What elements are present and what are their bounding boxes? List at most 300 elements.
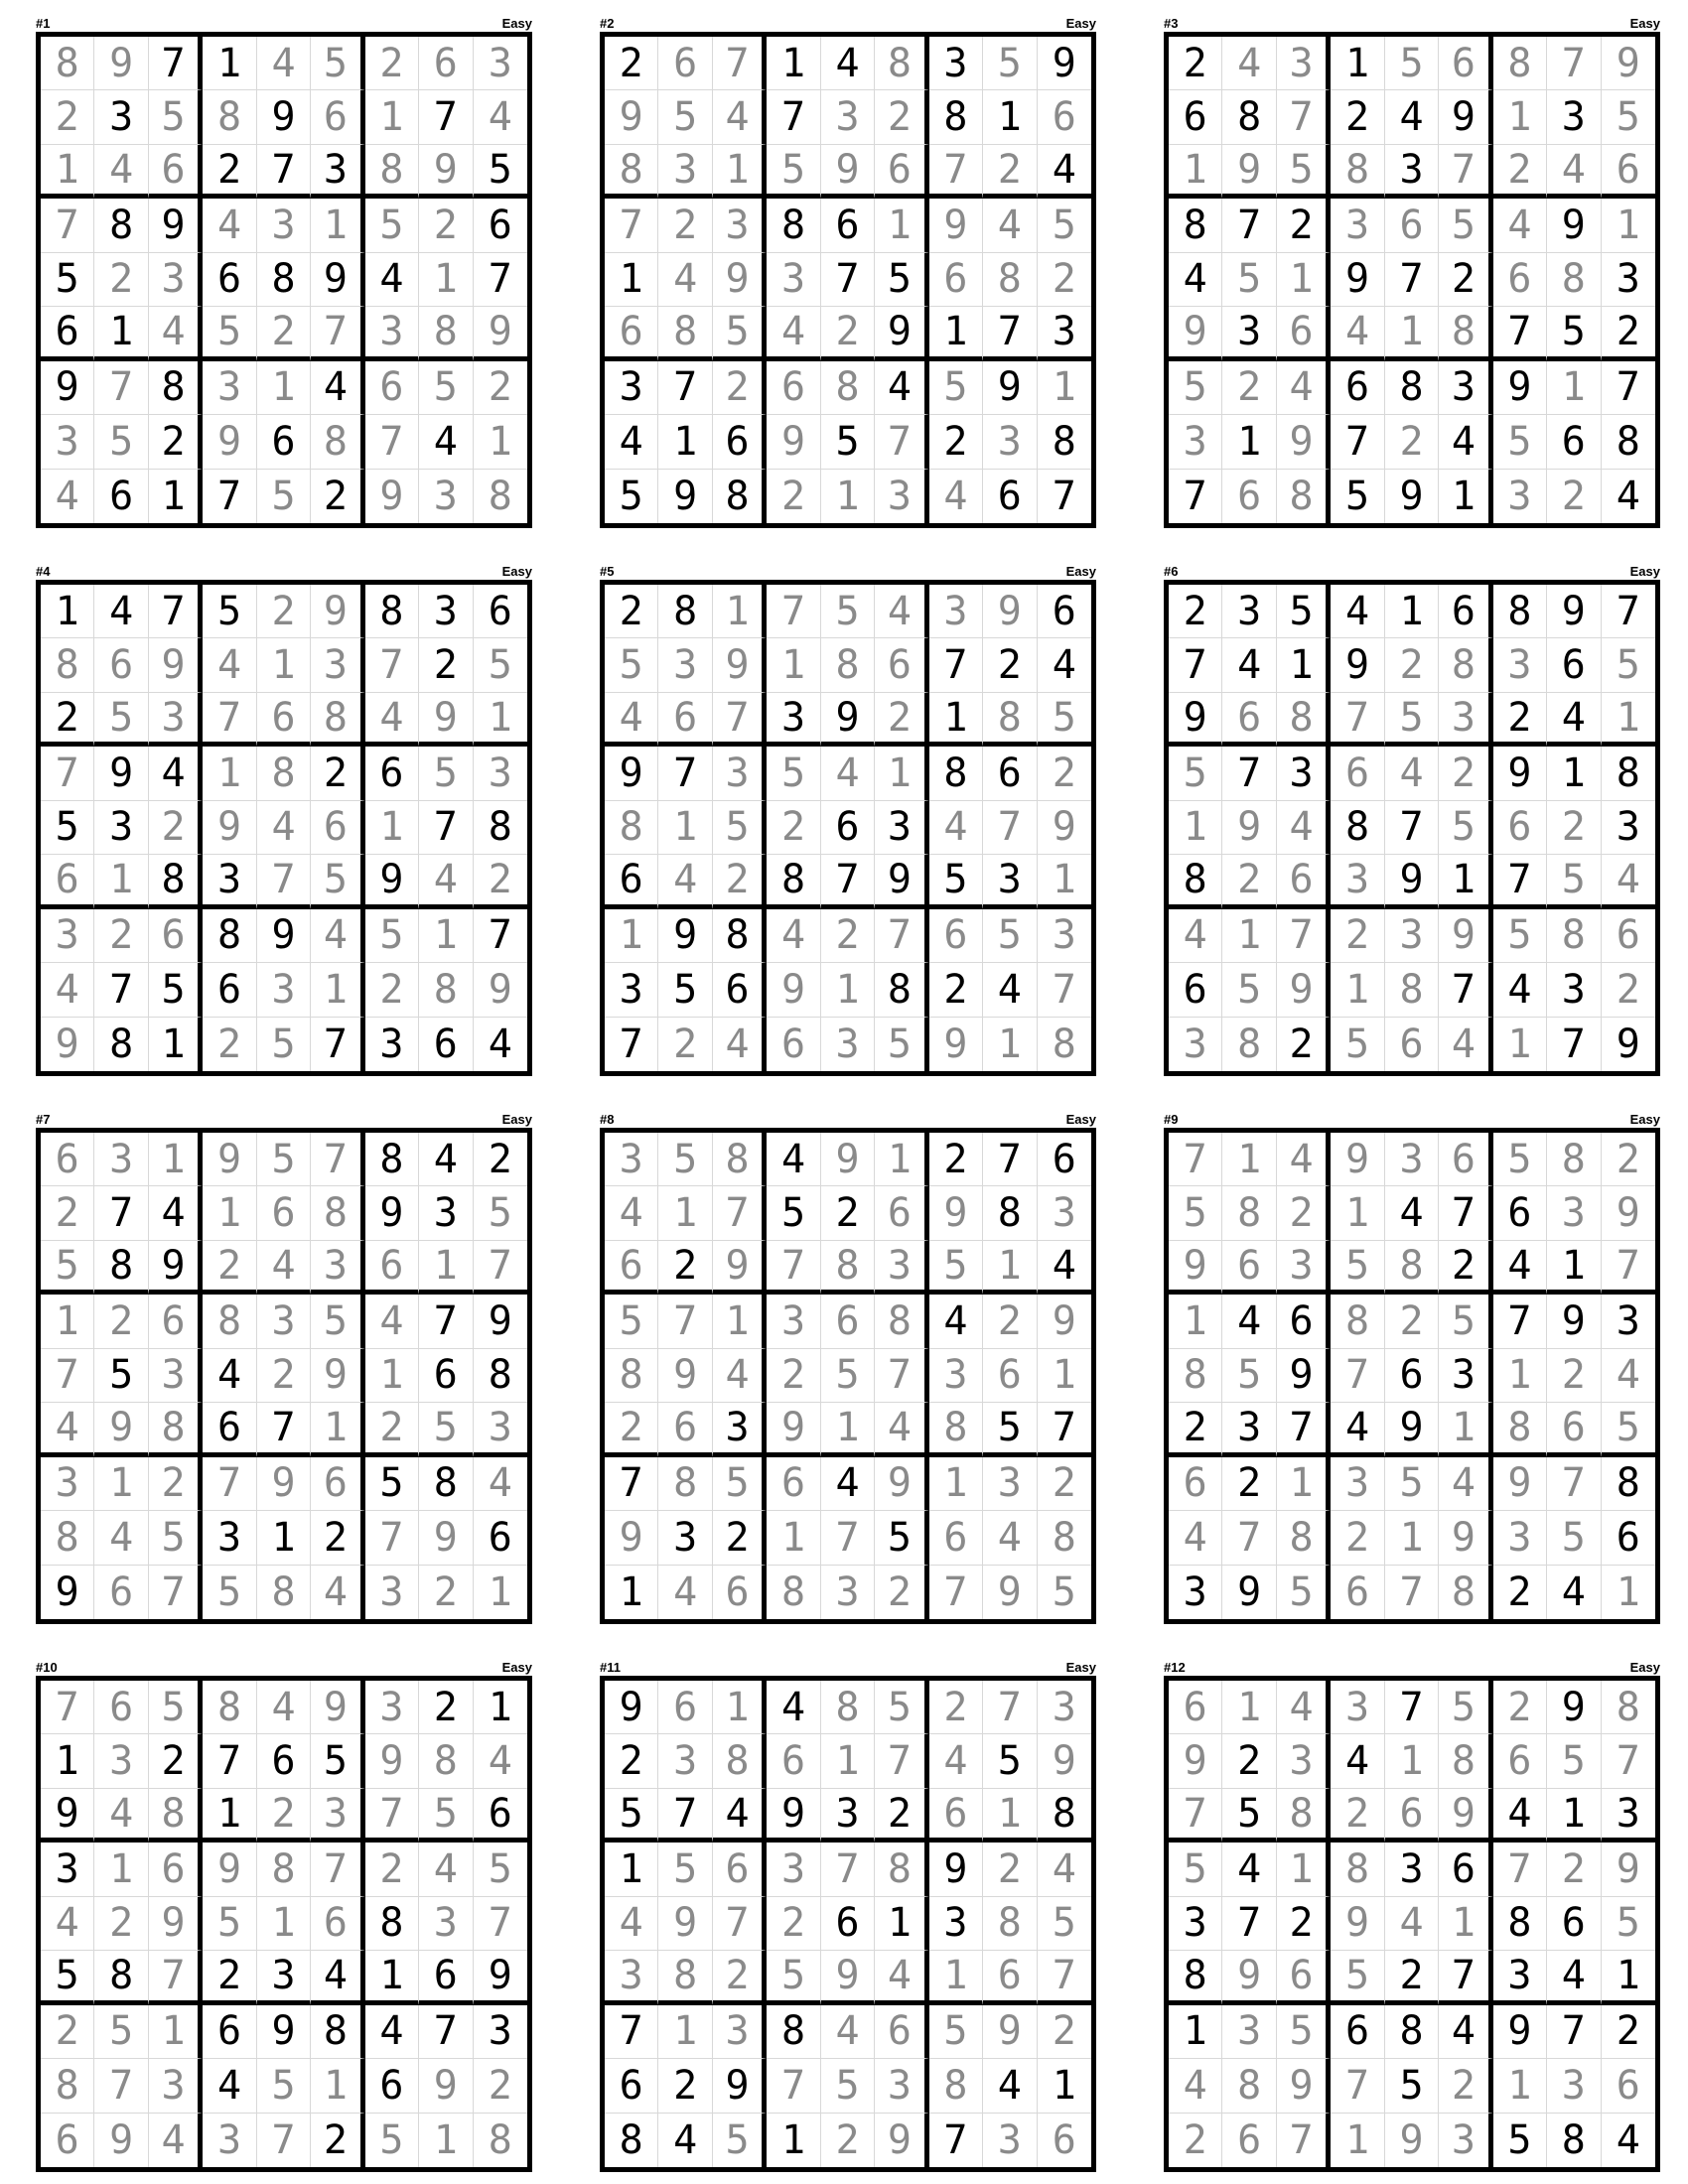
sudoku-cell: 8 [1331,145,1384,199]
sudoku-cell: 3 [203,855,256,908]
sudoku-cell: 9 [1038,1295,1091,1348]
sudoku-cell: 9 [983,585,1037,638]
sudoku-cell: 6 [821,1295,875,1348]
sudoku-cell: 3 [365,307,419,360]
sudoku-cell: 2 [474,2059,527,2113]
sudoku-cell: 1 [488,1569,512,1615]
sudoku-cell: 7 [94,361,148,415]
sudoku-cell: 7 [41,199,94,252]
sudoku-cell: 2 [875,1789,928,1843]
sudoku-cell: 6 [983,1951,1037,2004]
sudoku-cell: 8 [474,801,527,855]
sudoku-cell: 9 [41,1018,94,1071]
sudoku-cell: 2 [1385,638,1439,692]
sudoku-cell: 3 [1038,307,1091,360]
sudoku-cell: 8 [94,1241,148,1295]
sudoku-cell: 7 [929,638,983,692]
sudoku-cell: 2 [257,1349,311,1403]
sudoku-cell: 8 [875,963,928,1017]
sudoku-cell: 1 [419,909,473,963]
sudoku-cell: 6 [149,1843,203,1896]
sudoku-cell: 1 [658,2005,712,2059]
sudoku-cell: 2 [1169,37,1222,90]
sudoku-cell: 7 [1602,361,1655,415]
sudoku-cell: 1 [821,1403,875,1456]
sudoku-cell: 1 [41,1734,94,1788]
sudoku-cell: 9 [821,1133,875,1186]
sudoku-cell: 4 [1277,801,1331,855]
puzzle-header [1164,1660,1660,1676]
sudoku-cell: 5 [474,1843,527,1896]
sudoku-cell: 4 [41,470,94,523]
sudoku-cell: 7 [767,1241,820,1295]
sudoku-cell: 4 [94,145,148,199]
sudoku-cell: 8 [1385,963,1439,1017]
sudoku-cell: 3 [41,1843,94,1896]
sudoku-cell: 7 [1602,1241,1655,1295]
sudoku-cell: 2 [1385,1295,1439,1348]
sudoku-cell: 3 [1547,963,1601,1017]
sudoku-cell: 4 [1277,361,1331,415]
sudoku-cell: 8 [1222,1186,1276,1240]
sudoku-cell: 8 [1277,1511,1331,1565]
sudoku-cell: 2 [767,801,820,855]
sudoku-cell: 4 [365,253,419,307]
sudoku-cell: 2 [1439,2059,1492,2113]
sudoku-cell: 6 [713,963,767,1017]
sudoku-cell: 6 [929,1789,983,1843]
sudoku-cell: 9 [875,307,928,360]
sudoku-cell: 4 [474,1734,527,1788]
sudoku-cell: 7 [365,415,419,469]
sudoku-puzzle [1164,564,1660,1076]
sudoku-cell: 3 [419,1897,473,1951]
sudoku-cell: 6 [1602,2059,1655,2113]
sudoku-cell: 3 [1222,1403,1276,1456]
sudoku-grid [600,1676,1096,2172]
sudoku-cell: 6 [1222,693,1276,747]
sudoku-cell: 3 [1493,638,1547,692]
sudoku-cell: 4 [1038,1843,1091,1896]
sudoku-cell: 9 [1277,415,1331,469]
sudoku-cell: 6 [1222,470,1276,523]
sudoku-cell: 5 [1169,361,1222,415]
sudoku-cell: 9 [658,1897,712,1951]
sudoku-cell: 9 [983,2005,1037,2059]
sudoku-cell: 6 [149,909,203,963]
sudoku-cell: 7 [1439,1186,1492,1240]
sudoku-cell: 5 [1439,1295,1492,1348]
puzzle-header [600,16,1096,32]
sudoku-cell: 2 [365,1843,419,1896]
sudoku-cell: 9 [821,145,875,199]
puzzle-number: #12 [1164,1660,1186,1675]
sudoku-cell: 9 [1277,963,1331,1017]
sudoku-cell: 1 [767,638,820,692]
sudoku-cell: 6 [1038,90,1091,144]
sudoku-cell: 4 [365,2005,419,2059]
sudoku-cell: 1 [1385,307,1439,360]
sudoku-puzzle [36,16,532,528]
sudoku-cell: 5 [203,585,256,638]
sudoku-cell: 2 [605,1734,658,1788]
sudoku-cell: 6 [1493,801,1547,855]
sudoku-cell: 3 [929,585,983,638]
sudoku-cell: 6 [1277,1951,1331,2004]
sudoku-cell: 4 [365,1295,419,1348]
sudoku-cell: 2 [94,253,148,307]
sudoku-cell: 7 [311,307,364,360]
sudoku-cell: 2 [1038,2005,1091,2059]
sudoku-cell: 8 [1169,1349,1222,1403]
sudoku-cell: 2 [767,1897,820,1951]
sudoku-cell: 4 [983,963,1037,1017]
sudoku-cell: 8 [419,1734,473,1788]
sudoku-cell: 8 [929,1403,983,1456]
sudoku-cell: 7 [1493,307,1547,360]
sudoku-cell: 3 [1277,37,1331,90]
sudoku-cell: 1 [1547,747,1601,800]
sudoku-cell: 2 [1222,361,1276,415]
sudoku-cell: 1 [1331,1186,1384,1240]
sudoku-cell: 8 [365,1897,419,1951]
sudoku-grid [600,1128,1096,1624]
sudoku-cell: 4 [257,1681,311,1734]
puzzle-number: #7 [36,1112,51,1127]
puzzle-header [600,1112,1096,1128]
sudoku-cell: 1 [1385,585,1439,638]
sudoku-cell: 5 [1602,1403,1655,1456]
sudoku-cell: 7 [203,470,256,523]
sudoku-cell: 4 [1547,1951,1601,2004]
sudoku-cell: 7 [713,37,767,90]
sudoku-cell: 3 [1385,1843,1439,1896]
sudoku-cell: 9 [365,855,419,908]
sudoku-cell: 8 [713,1734,767,1788]
sudoku-cell: 5 [821,1349,875,1403]
sudoku-cell: 2 [1331,909,1384,963]
sudoku-cell: 7 [474,909,527,963]
sudoku-cell: 1 [767,2114,820,2167]
sudoku-cell: 1 [605,1843,658,1896]
sudoku-cell: 9 [474,1295,527,1348]
sudoku-cell: 8 [983,253,1037,307]
sudoku-cell: 6 [1038,1133,1091,1186]
sudoku-cell: 3 [983,855,1037,908]
sudoku-cell: 3 [821,90,875,144]
sudoku-cell: 9 [94,2114,148,2167]
sudoku-cell: 9 [1331,253,1384,307]
sudoku-cell: 5 [311,1295,364,1348]
sudoku-cell: 1 [203,37,256,90]
sudoku-cell: 8 [365,585,419,638]
sudoku-cell: 3 [875,1241,928,1295]
sudoku-cell: 9 [1547,199,1601,252]
sudoku-cell: 4 [767,307,820,360]
sudoku-cell: 9 [1385,855,1439,908]
sudoku-cell: 5 [821,415,875,469]
sudoku-cell: 9 [821,693,875,747]
sudoku-cell: 3 [1602,1789,1655,1843]
sudoku-cell: 4 [929,1734,983,1788]
sudoku-cell: 3 [1439,1349,1492,1403]
sudoku-puzzle [1164,1660,1660,2172]
sudoku-cell: 7 [767,2059,820,2113]
sudoku-cell: 9 [474,963,527,1017]
sudoku-cell: 8 [1222,2059,1276,2113]
sudoku-cell: 9 [1331,1897,1384,1951]
sudoku-cell: 1 [1493,2059,1547,2113]
sudoku-cell: 2 [713,361,767,415]
sudoku-cell: 1 [1038,1349,1091,1403]
sudoku-grid [600,32,1096,528]
sudoku-cell: 6 [1169,90,1222,144]
sudoku-cell: 1 [257,1897,311,1951]
sudoku-cell: 7 [983,1133,1037,1186]
sudoku-cell: 6 [257,1186,311,1240]
sudoku-cell: 6 [1439,1133,1492,1186]
sudoku-cell: 8 [94,1018,148,1071]
sudoku-cell: 7 [1222,1897,1276,1951]
sudoku-cell: 5 [311,37,364,90]
sudoku-cell: 1 [257,638,311,692]
sudoku-cell: 5 [311,1734,364,1788]
sudoku-cell: 5 [94,693,148,747]
sudoku-puzzle [1164,1112,1660,1624]
sudoku-cell: 7 [983,307,1037,360]
sudoku-cell: 3 [1169,1897,1222,1951]
sudoku-cell: 5 [1493,1133,1547,1186]
sudoku-cell: 9 [1385,2114,1439,2167]
sudoku-cell: 4 [1385,90,1439,144]
sudoku-cell: 8 [929,2059,983,2113]
sudoku-cell: 2 [1222,1734,1276,1788]
sudoku-cell: 2 [41,693,94,747]
sudoku-cell: 3 [419,1186,473,1240]
sudoku-cell: 7 [149,585,203,638]
sudoku-cell: 6 [1439,585,1492,638]
sudoku-cell: 2 [203,1241,256,1295]
sudoku-cell: 2 [1169,2114,1222,2167]
sudoku-cell: 3 [1493,470,1547,523]
puzzle-header [36,564,532,580]
puzzle-header [1164,1112,1660,1128]
sudoku-cell: 8 [875,1295,928,1348]
sudoku-cell: 3 [821,1018,875,1071]
sudoku-cell: 7 [1038,963,1091,1017]
sudoku-cell: 7 [983,1681,1037,1734]
sudoku-cell: 4 [1331,307,1384,360]
sudoku-cell: 7 [983,801,1037,855]
sudoku-cell: 3 [605,963,658,1017]
sudoku-cell: 5 [1385,693,1439,747]
sudoku-cell: 2 [41,1186,94,1240]
sudoku-cell: 9 [1038,1734,1091,1788]
sudoku-cell: 4 [1493,963,1547,1017]
sudoku-cell: 1 [1277,638,1331,692]
sudoku-cell: 3 [1277,1241,1331,1295]
sudoku-cell: 9 [1493,747,1547,800]
sudoku-cell: 8 [257,1566,311,1619]
sudoku-cell: 5 [983,37,1037,90]
sudoku-grid [36,1676,532,2172]
sudoku-cell: 1 [1169,1295,1222,1348]
sudoku-cell: 1 [1331,2114,1384,2167]
sudoku-cell: 5 [1602,90,1655,144]
sudoku-cell: 2 [474,361,527,415]
sudoku-cell: 7 [658,361,712,415]
sudoku-cell: 4 [94,585,148,638]
puzzle-header [600,564,1096,580]
sudoku-cell: 1 [257,361,311,415]
sudoku-cell: 3 [149,1349,203,1403]
sudoku-cell: 6 [365,361,419,415]
sudoku-cell: 7 [419,1295,473,1348]
sudoku-cell: 5 [605,638,658,692]
sudoku-cell: 2 [94,1295,148,1348]
sudoku-cell: 6 [1277,855,1331,908]
sudoku-cell: 5 [929,361,983,415]
sudoku-cell: 5 [875,1681,928,1734]
sudoku-cell: 8 [203,1295,256,1348]
sudoku-cell: 3 [605,361,658,415]
sudoku-cell: 6 [1602,909,1655,963]
sudoku-cell: 6 [767,361,820,415]
sudoku-cell: 6 [1439,37,1492,90]
sudoku-cell: 1 [1277,1843,1331,1896]
sudoku-cell: 8 [1439,307,1492,360]
sudoku-cell: 6 [929,253,983,307]
sudoku-cell: 1 [365,90,419,144]
sudoku-cell: 2 [983,145,1037,199]
sudoku-cell: 6 [767,1457,820,1511]
sudoku-cell: 5 [658,1843,712,1896]
sudoku-cell: 1 [875,1133,928,1186]
sudoku-cell: 5 [1038,693,1091,747]
sudoku-cell: 6 [658,37,712,90]
sudoku-cell: 9 [713,253,767,307]
sudoku-cell: 1 [821,470,875,523]
sudoku-cell: 3 [1331,1457,1384,1511]
sudoku-cell: 9 [658,909,712,963]
sudoku-cell: 1 [1169,801,1222,855]
sudoku-cell: 5 [1169,1843,1222,1896]
sudoku-cell: 2 [1602,1133,1655,1186]
sudoku-cell: 6 [203,1403,256,1456]
sudoku-cell: 3 [1222,585,1276,638]
sudoku-cell: 6 [1277,307,1331,360]
puzzle-difficulty: Easy [1065,1660,1096,1675]
sudoku-cell: 9 [605,1681,658,1734]
sudoku-cell: 2 [1493,145,1547,199]
sudoku-grid [1164,580,1660,1076]
sudoku-cell: 5 [1331,1951,1384,2004]
sudoku-cell: 6 [605,2059,658,2113]
sudoku-cell: 6 [1493,1186,1547,1240]
sudoku-cell: 7 [929,145,983,199]
sudoku-cell: 1 [1331,37,1384,90]
sudoku-cell: 8 [1602,415,1655,469]
sudoku-cell: 8 [605,1349,658,1403]
sudoku-cell: 8 [875,1843,928,1896]
sudoku-cell: 1 [203,1186,256,1240]
sudoku-grid [1164,32,1660,528]
sudoku-cell: 6 [875,1186,928,1240]
sudoku-cell: 1 [203,747,256,800]
sudoku-cell: 9 [767,415,820,469]
sudoku-cell: 8 [149,361,203,415]
sudoku-cell: 8 [983,693,1037,747]
sudoku-cell: 6 [474,199,527,252]
sudoku-cell: 1 [1602,199,1655,252]
sudoku-cell: 6 [1385,199,1439,252]
sudoku-cell: 3 [875,801,928,855]
sudoku-cell: 4 [257,37,311,90]
sudoku-cell: 1 [1493,1018,1547,1071]
sudoku-puzzle [600,1660,1096,2172]
sudoku-cell: 3 [767,1295,820,1348]
sudoku-cell: 7 [203,1457,256,1511]
sudoku-cell: 5 [875,1018,928,1071]
sudoku-cell: 3 [1038,1186,1091,1240]
sudoku-cell: 6 [257,415,311,469]
sudoku-cell: 4 [1385,1186,1439,1240]
sudoku-cell: 1 [1602,1951,1655,2004]
sudoku-cell: 6 [658,693,712,747]
sudoku-cell: 2 [419,1681,473,1734]
sudoku-puzzle [600,564,1096,1076]
sudoku-cell: 7 [875,1734,928,1788]
sudoku-cell: 3 [1222,307,1276,360]
sudoku-cell: 7 [41,747,94,800]
sudoku-cell: 5 [1439,1681,1492,1734]
sudoku-cell: 5 [1038,1897,1091,1951]
sudoku-cell: 1 [983,1018,1037,1071]
sudoku-cell: 8 [365,1133,419,1186]
sudoku-cell: 8 [1547,2114,1601,2167]
sudoku-cell: 8 [1038,415,1091,469]
sudoku-cell: 5 [821,585,875,638]
sudoku-cell: 4 [605,1186,658,1240]
sudoku-cell: 1 [257,1511,311,1565]
sudoku-cell: 1 [1439,1897,1492,1951]
sudoku-cell: 6 [419,1349,473,1403]
sudoku-cell: 7 [365,1789,419,1843]
sudoku-cell: 9 [149,638,203,692]
sudoku-cell: 7 [713,1897,767,1951]
sudoku-cell: 5 [1385,2059,1439,2113]
sudoku-puzzle [600,1112,1096,1624]
sudoku-cell: 9 [474,1951,527,2004]
sudoku-cell: 5 [1493,909,1547,963]
sudoku-cell: 6 [311,801,364,855]
sudoku-cell: 9 [1602,1843,1655,1896]
sudoku-cell: 4 [605,1897,658,1951]
sudoku-cell: 3 [257,1295,311,1348]
sudoku-cell: 2 [311,1511,364,1565]
sudoku-cell: 7 [605,2005,658,2059]
sudoku-cell: 4 [419,415,473,469]
sudoku-cell: 8 [1038,1511,1091,1565]
sudoku-cell: 7 [1038,1403,1091,1456]
sudoku-cell: 3 [419,470,473,523]
sudoku-cell: 5 [1331,1241,1384,1295]
sudoku-cell: 2 [1038,253,1091,307]
sudoku-cell: 9 [149,1241,203,1295]
sudoku-cell: 2 [1547,801,1601,855]
sudoku-cell: 6 [929,1511,983,1565]
sudoku-cell: 2 [311,747,364,800]
